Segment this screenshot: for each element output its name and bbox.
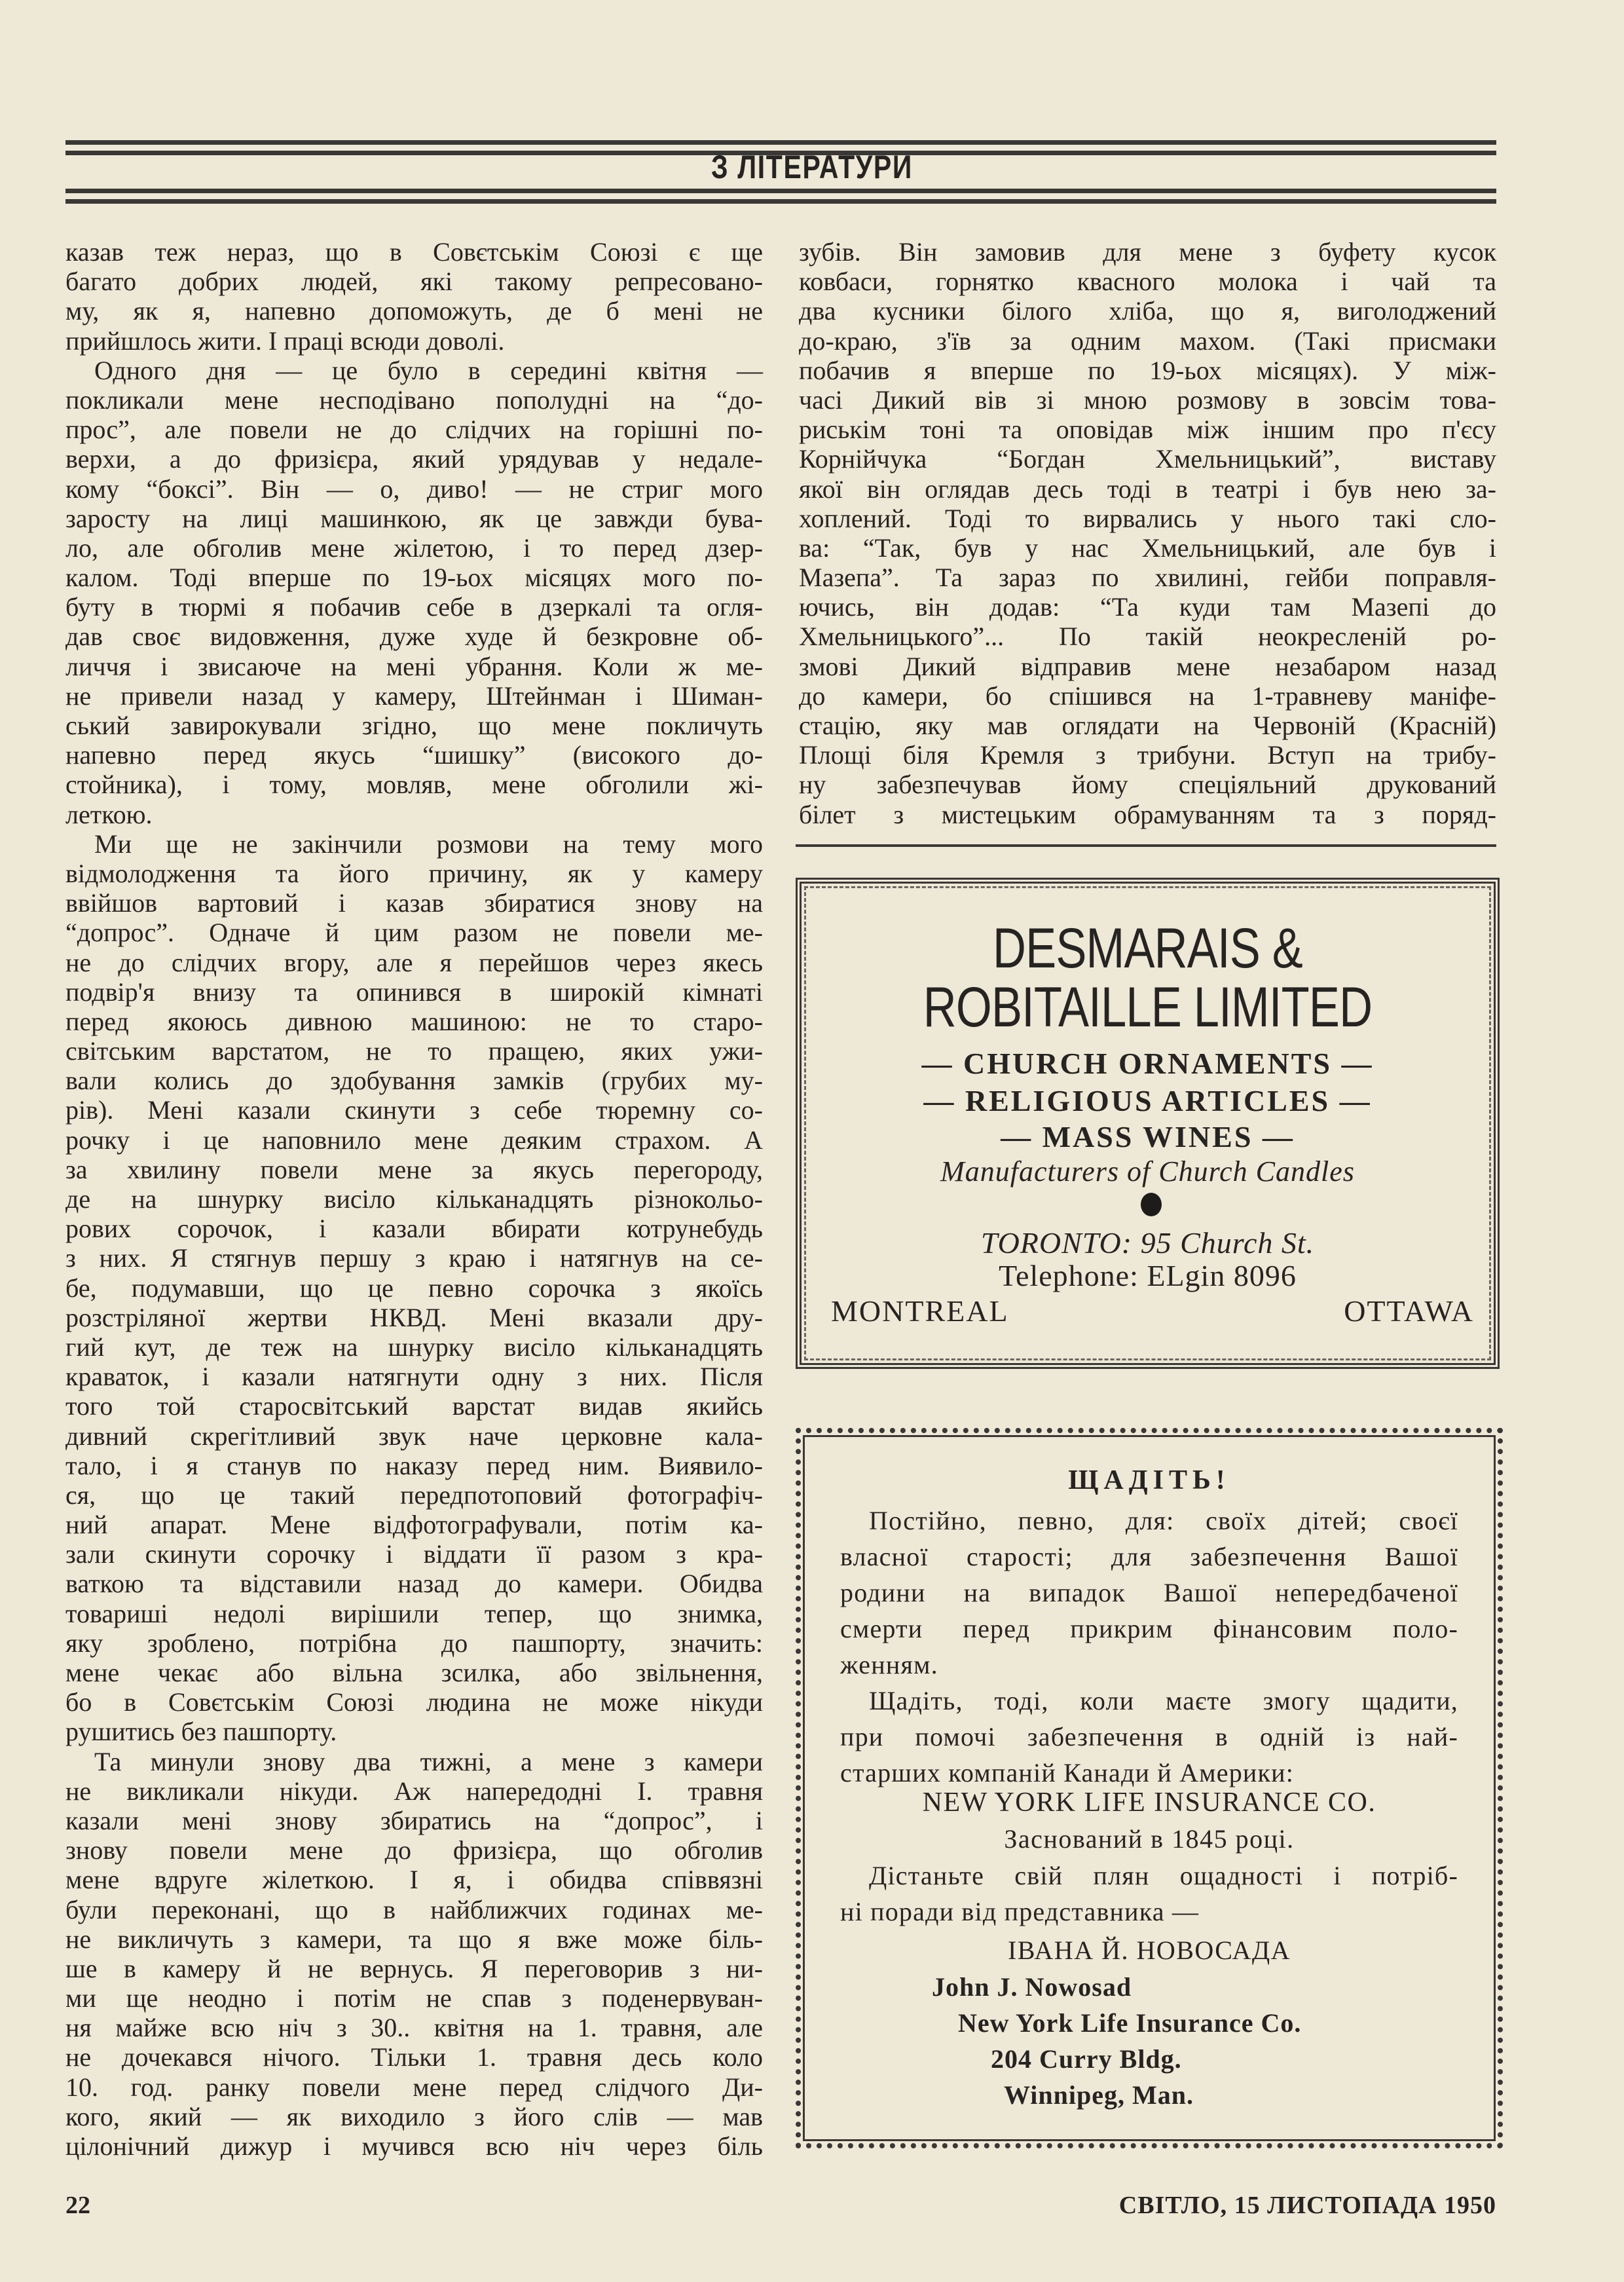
text-line: заросту на лиці машинкою, як це завжди бува- [65, 503, 763, 533]
ad-company-name-line1: DESMARAIS & [993, 917, 1302, 980]
text-line: прийшлось жити. І праці всюди доволі. [65, 326, 505, 356]
text-line: покликали мене несподівано пополудні на “до- [65, 384, 763, 415]
text-line: бе, подумавши, що це певно сорочка з якоїсь [65, 1273, 763, 1303]
savings-insurance-advertisement [796, 1428, 1503, 2148]
text-line: цілонічний дижур і мучився всю ніч через біль [65, 2131, 763, 2161]
ad-city-ottawa: OTTAWA [1344, 1294, 1474, 1328]
ad-telephone: Telephone: ELgin 8096 [999, 1259, 1297, 1292]
text-line: Хмельницького”... По такій неокресленій ро- [799, 622, 1496, 652]
text-line: ся, що це такий передпотоповий фотографіч- [65, 1480, 763, 1510]
article-right-column [799, 237, 1496, 829]
text-line: світським варстатом, не то пращею, яких ужи- [65, 1036, 763, 1066]
ad-item-religious-articles: — RELIGIOUS ARTICLES — [923, 1084, 1372, 1117]
text-line: дав своє видовження, дуже худе й безкровне об- [65, 622, 763, 652]
text-line: кого, який — як виходило з його слів — мав [65, 2101, 763, 2131]
ad-text-line: власної старості; для забезпечення Вашої [840, 1542, 1458, 1571]
ad-item-church-ornaments: — CHURCH ORNAMENTS — [921, 1047, 1374, 1080]
text-line: ський завирокували згідно, що мене покличуть [65, 711, 763, 740]
text-line: до-краю, з'їв за одним махом. (Такі присмаки [799, 326, 1496, 356]
ad-text-line: при помочі забезпечення в одній із най- [840, 1722, 1458, 1751]
text-line: ввійшов вартовий і казав збиратися знову на [65, 888, 763, 918]
text-line: перед якоюсь дивною машиною: не то старо- [65, 1006, 763, 1036]
ad-text-line: Щадіть, тоді, коли маєте змогу щадити, [869, 1686, 1458, 1715]
text-line: ва: “Так, був у нас Хмельницький, але був і [799, 533, 1496, 563]
issue-date-footer: СВІТЛО, 15 ЛИСТОПАДА 1950 [1118, 2192, 1496, 2219]
text-line: ло, але обголив мене жілетою, і то перед дзер- [65, 533, 763, 563]
header-rule [65, 199, 1496, 204]
ad-agent-name-english: John J. Nowosad [932, 1972, 1132, 2002]
ad-toronto-address: TORONTO: 95 Church St. [980, 1226, 1315, 1260]
text-line: Мазепа”. Та зараз по хвилині, гейби поправля- [799, 563, 1496, 593]
text-line: му, як я, напевно допоможуть, де б мені не [65, 296, 763, 326]
ad-savings-title: ЩАДІТЬ! [1068, 1465, 1230, 1495]
text-line: білет з мистецьким обрамуванням та з поряд- [799, 799, 1496, 829]
ad-text-line: Дістаньте свій плян ощадності і потріб- [869, 1861, 1458, 1890]
text-line: не дочекався нічого. Тільки 1. травня десь коло [65, 2042, 763, 2072]
text-line: казав теж нераз, що в Совєтськім Союзі є ще [65, 237, 763, 267]
ad-founded: Заснований в 1845 році. [1004, 1824, 1295, 1854]
text-line: рових сорочок, і казали вбирати котрунебудь [65, 1214, 763, 1244]
text-line: змові Дикий відправив мене незабаром назад [799, 651, 1496, 681]
text-line: леткою. [65, 799, 153, 829]
text-line: ваткою та відставили назад до камери. Обидва [65, 1569, 763, 1599]
text-line: Одного дня — це було в середині квітня — [94, 355, 763, 385]
text-line: не викличуть з камери, та що я вже може біль- [65, 1924, 763, 1954]
text-line: стойника), і тому, мовляв, мене обголили жі- [65, 770, 763, 800]
text-line: рочку і це наповнило мене деяким страхом. А [65, 1125, 763, 1155]
text-line: “допрос”. Одначе й цим разом не повели ме- [65, 918, 763, 948]
text-line: ну забезпечував йому спеціяльний друкований [799, 770, 1496, 800]
text-line: гий кут, де теж на шнурку висіло кільканадцять [65, 1332, 763, 1362]
text-line: знову повели мене до фризієра, що обголив [65, 1835, 763, 1865]
text-line: кому “боксі”. Він — о, диво! — не стриг мого [65, 474, 763, 504]
text-line: не до слідчих вгору, але я перейшов через якесь [65, 947, 763, 977]
text-line: хоплений. Тоді то вирвались у нього такі сло- [799, 503, 1496, 533]
text-line: личчя і звисаюче на мені убрання. Коли ж ме- [65, 651, 763, 681]
text-line: стацію, яку мав оглядати на Червоній (Красній) [799, 711, 1496, 740]
text-line: зали скинути сорочку і віддати її разом з кра- [65, 1539, 763, 1569]
ad-text-line: родини на випадок Вашої непередбаченої [840, 1578, 1458, 1607]
ad-agent-name-ukrainian: ІВАНА Й. НОВОСАДА [1007, 1936, 1291, 1965]
text-line: відмолодження та його причину, як у камеру [65, 858, 763, 888]
text-line: з них. Я стягнув першу з краю і натягнув на се- [65, 1243, 763, 1273]
text-line: Ми ще не закінчили розмови на тему мого [94, 829, 763, 859]
text-line: напевно перед якусь “шишку” (високого до- [65, 740, 763, 770]
ad-item-mass-wines: — MASS WINES — [1001, 1120, 1295, 1153]
text-line: не привели назад у камеру, Штейнман і Шиман- [65, 681, 763, 711]
text-line: Корнійчука “Богдан Хмельницький”, виставу [799, 444, 1496, 474]
text-line: подвір'я внизу та опинився в широкій кімнаті [65, 977, 763, 1007]
text-line: того той старосвітський варстат видав якийсь [65, 1391, 763, 1421]
text-line: прос”, але повели не до слідчих на горішні по- [65, 415, 763, 445]
text-line: за хвилину повели мене за якусь перегороду, [65, 1154, 763, 1184]
text-line: Та минули знову два тижні, а мене з камери [94, 1746, 763, 1776]
text-line: рів). Мені казали скинути з себе тюремну со- [65, 1095, 763, 1125]
text-line: буту в тюрмі я побачив себе в дзеркалі та огля- [65, 592, 763, 622]
text-line: бо в Совєтськім Союзі людина не може нікуди [65, 1687, 763, 1717]
text-line: багато добрих людей, які такому репресовано- [65, 267, 763, 297]
column-divider-rule [796, 844, 1496, 847]
text-line: казали мені знову збиратись на “допрос”, і [65, 1805, 763, 1835]
text-line: ний апарат. Мене відфотографували, потім ка- [65, 1510, 763, 1540]
text-line: де на шнурку висіло кільканадцять різнокольо- [65, 1184, 763, 1214]
article-left-column [65, 237, 763, 2161]
text-line: калом. Тоді вперше по 19-ьох місяцях мого по- [65, 563, 763, 593]
header-rule [65, 140, 1496, 145]
text-line: розстріляної жертви НКВД. Мені вказали дру- [65, 1302, 763, 1332]
text-line: яку зроблено, потрібна до пашпорту, значить: [65, 1628, 763, 1658]
page-number: 22 [65, 2192, 90, 2219]
ad-company: NEW YORK LIFE INSURANCE CO. [922, 1787, 1376, 1818]
text-line: ючись, він додав: “Та куди там Мазепі до [799, 592, 1496, 622]
ad-agent-address: 204 Curry Bldg. [991, 2044, 1182, 2074]
ad-agent-company: New York Life Insurance Co. [958, 2008, 1302, 2038]
text-line: 10. год. ранку повели мене перед слідчого Ди- [65, 2072, 763, 2102]
text-line: краваток, і казали натягнути одну з них. Після [65, 1362, 763, 1392]
ad-text-line: женням. [840, 1650, 938, 1679]
text-line: риськім тоні та оповідав між іншим про п'єсу [799, 415, 1496, 445]
text-line: рушитись без пашпорту. [65, 1717, 337, 1747]
ad-city-montreal: MONTREAL [831, 1294, 1009, 1328]
text-line: ше в камеру й не вернусь. Я переговорив з ни- [65, 1953, 763, 1983]
bullet-dot-icon [1141, 1193, 1162, 1216]
text-line: були переконані, що в найближчих годинах ме- [65, 1894, 763, 1924]
ad-text-line: Постійно, певно, для: своїх дітей; своєї [869, 1506, 1458, 1535]
text-line: побачив я вперше по 19-ьох місяцях). У між- [799, 355, 1496, 385]
text-line: дивний скрегітливий звук наче церковне кала- [65, 1421, 763, 1451]
text-line: два кусники білого хліба, що я, виголоджений [799, 296, 1496, 326]
text-line: ковбаси, горнятко квасного молока і чай та [799, 267, 1496, 297]
header-rule [65, 189, 1496, 193]
text-line: якої він оглядав десь тоді в театрі і був нею за- [799, 474, 1496, 504]
text-line: мене чекає або вільна зсилка, або звільнення, [65, 1658, 763, 1687]
text-line: ня майже всю ніч з 30.. квітня на 1. травня, але [65, 2013, 763, 2043]
text-line: товариші недолі вирішили тепер, що знимка, [65, 1598, 763, 1628]
ad-text-line: старших компаній Канади й Америки: [840, 1758, 1295, 1787]
text-line: мене вдруге жілеткою. І я, і обидва співвязні [65, 1865, 763, 1895]
ad-text-line: ні поради від представника — [840, 1897, 1200, 1926]
text-line: тало, і я станув по наказу перед ним. Виявило- [65, 1450, 763, 1480]
text-line: часі Дикий вів зі мною розмову в зовсім това- [799, 384, 1496, 415]
text-line: не викликали нікуди. Аж напередодні І. травня [65, 1776, 763, 1806]
text-line: зубів. Він замовив для мене з буфету кусок [799, 237, 1496, 267]
text-line: Площі біля Кремля з трибуни. Вступ на трибу- [799, 740, 1496, 770]
ad-agent-city: Winnipeg, Man. [1004, 2080, 1194, 2110]
text-line: вали колись до здобування замків (грубих му- [65, 1066, 763, 1096]
ad-text-line: смерти перед прикрим фінансовим поло- [840, 1614, 1458, 1643]
desmarais-robitaille-advertisement [796, 878, 1500, 1369]
ad-tagline: Manufacturers of Church Candles [940, 1155, 1355, 1188]
ad-company-name-line2: ROBITAILLE LIMITED [923, 976, 1373, 1039]
section-title: З ЛІТЕРАТУРИ [711, 149, 913, 185]
text-line: верхи, а до фризієра, який урядував у недале- [65, 444, 763, 474]
text-line: до камери, бо спішився на 1-травневу маніфе- [799, 681, 1496, 711]
text-line: ми ще неодно і потім не спав з поденервуван- [65, 1983, 763, 2013]
